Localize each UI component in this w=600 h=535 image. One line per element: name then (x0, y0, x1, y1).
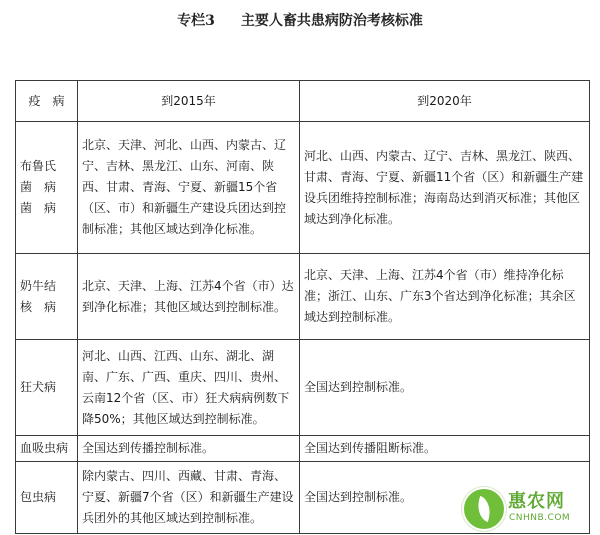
header-2015: 到2015年 (78, 81, 300, 122)
disease-cell (16, 436, 78, 462)
page-title (0, 10, 600, 30)
target-2020-cell: 北京、天津、上海、江苏4个省（市）维持净化标准；浙江、山东、广东3个省达到净化标准；其余区域达到控制标准。 (300, 254, 590, 340)
disease-name-line: 奶牛结 (20, 278, 57, 293)
disease-cell (16, 122, 78, 254)
disease-cell (16, 462, 78, 534)
standards-table (15, 80, 590, 534)
title-text: 主要人畜共患病防治考核标准 (240, 13, 423, 29)
target-2015-cell: 除内蒙古、四川、西藏、甘肃、青海、宁夏、新疆7个省（区）和新疆生产建设兵团外的其他区域达到控制标准。 (78, 462, 300, 534)
table-row (16, 436, 590, 462)
disease-name-line: 核 病 (20, 299, 57, 314)
watermark-text: 惠农网 (508, 491, 565, 512)
target-2015-cell: 北京、天津、上海、江苏4个省（市）达到净化标准；其他区域达到控制标准。 (78, 254, 300, 340)
watermark-url: CNHNB.COM (509, 513, 571, 523)
title-label: 专栏3 (177, 13, 215, 29)
table-row (16, 122, 590, 254)
header-disease: 疫 病 (16, 81, 78, 122)
table-row (16, 254, 590, 340)
target-2015-cell: 河北、山西、江西、山东、湖北、湖南、广东、广西、重庆、四川、贵州、云南12个省（区、市）狂犬病病例数下降50%；其他区域达到控制标准。 (78, 340, 300, 436)
table-header-row (16, 81, 590, 122)
watermark (462, 485, 594, 529)
disease-name-line: 菌 病 (20, 180, 57, 194)
disease-name-line: 血吸虫病 (20, 441, 69, 455)
leaf-logo-icon (462, 487, 506, 531)
disease-name-line: 布鲁氏 (20, 159, 57, 173)
target-2020-cell: 河北、山西、内蒙古、辽宁、吉林、黑龙江、陕西、甘肃、青海、宁夏、新疆11个省（区）和新疆生产建设兵团维持控制标准；海南岛达到消灭标准；其他区域达到净化标准。 (300, 122, 590, 254)
target-2015-cell: 全国达到传播控制标准。 (78, 436, 300, 462)
target-2015-cell: 北京、天津、河北、山西、内蒙古、辽宁、吉林、黑龙江、山东、河南、陕西、甘肃、青海、宁夏、新疆15个省（区、市）和新疆生产建设兵团达到控制标准；其他区域达到净化标准。 (78, 122, 300, 254)
header-2020: 到2020年 (300, 81, 590, 122)
disease-cell (16, 254, 78, 340)
disease-name-line: 菌 病 (20, 201, 57, 215)
target-2020-cell: 全国达到控制标准。 (300, 462, 590, 534)
disease-cell (16, 340, 78, 436)
table-row (16, 340, 590, 436)
disease-name-line: 包虫病 (20, 490, 57, 504)
disease-name-line: 狂犬病 (20, 380, 57, 394)
target-2020-cell: 全国达到传播阻断标准。 (300, 436, 590, 462)
target-2020-cell: 全国达到控制标准。 (300, 340, 590, 436)
